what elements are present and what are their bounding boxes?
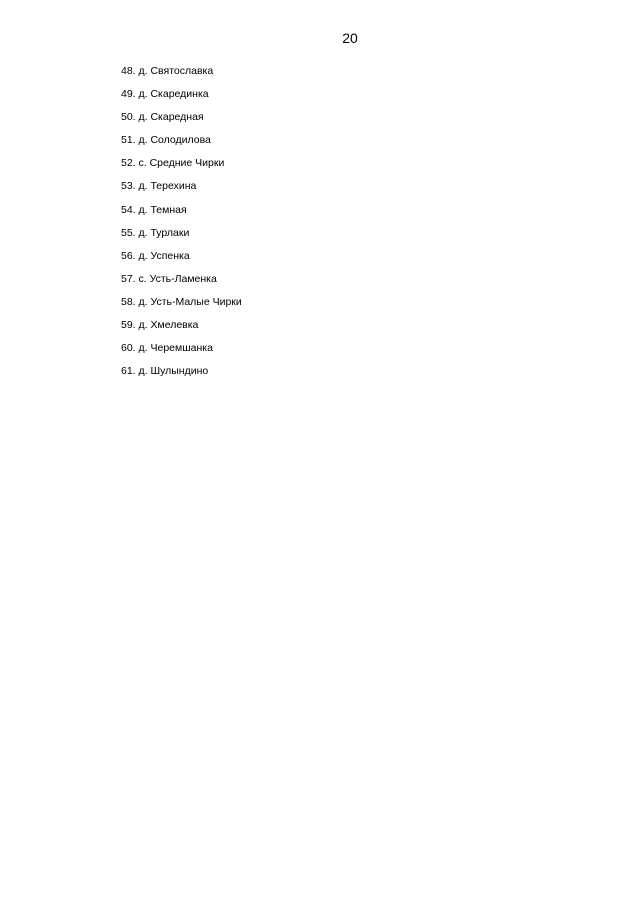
page-number: 20	[342, 30, 358, 46]
list-item: 59. д. Хмелевка	[121, 319, 199, 332]
list-item: 57. с. Усть-Ламенка	[121, 272, 217, 285]
list-item: 56. д. Успенка	[121, 249, 190, 262]
list-item: 49. д. Скарединка	[121, 88, 209, 101]
list-item: 51. д. Солодилова	[121, 134, 211, 147]
list-item: 50. д. Скаредная	[121, 111, 204, 124]
list-item: 48. д. Святославка	[121, 65, 214, 77]
list-item: 52. с. Средние Чирки	[121, 157, 225, 170]
list-item: 53. д. Терехина	[121, 180, 197, 193]
list-item: 55. д. Турлаки	[121, 226, 190, 239]
list-item: 61. д. Шулындино	[121, 365, 209, 378]
list-item: 58. д. Усть-Малые Чирки	[121, 295, 242, 308]
list-item: 60. д. Черемшанка	[121, 342, 213, 355]
list-item: 54. д. Темная	[121, 203, 187, 216]
settlement-list	[121, 60, 242, 383]
